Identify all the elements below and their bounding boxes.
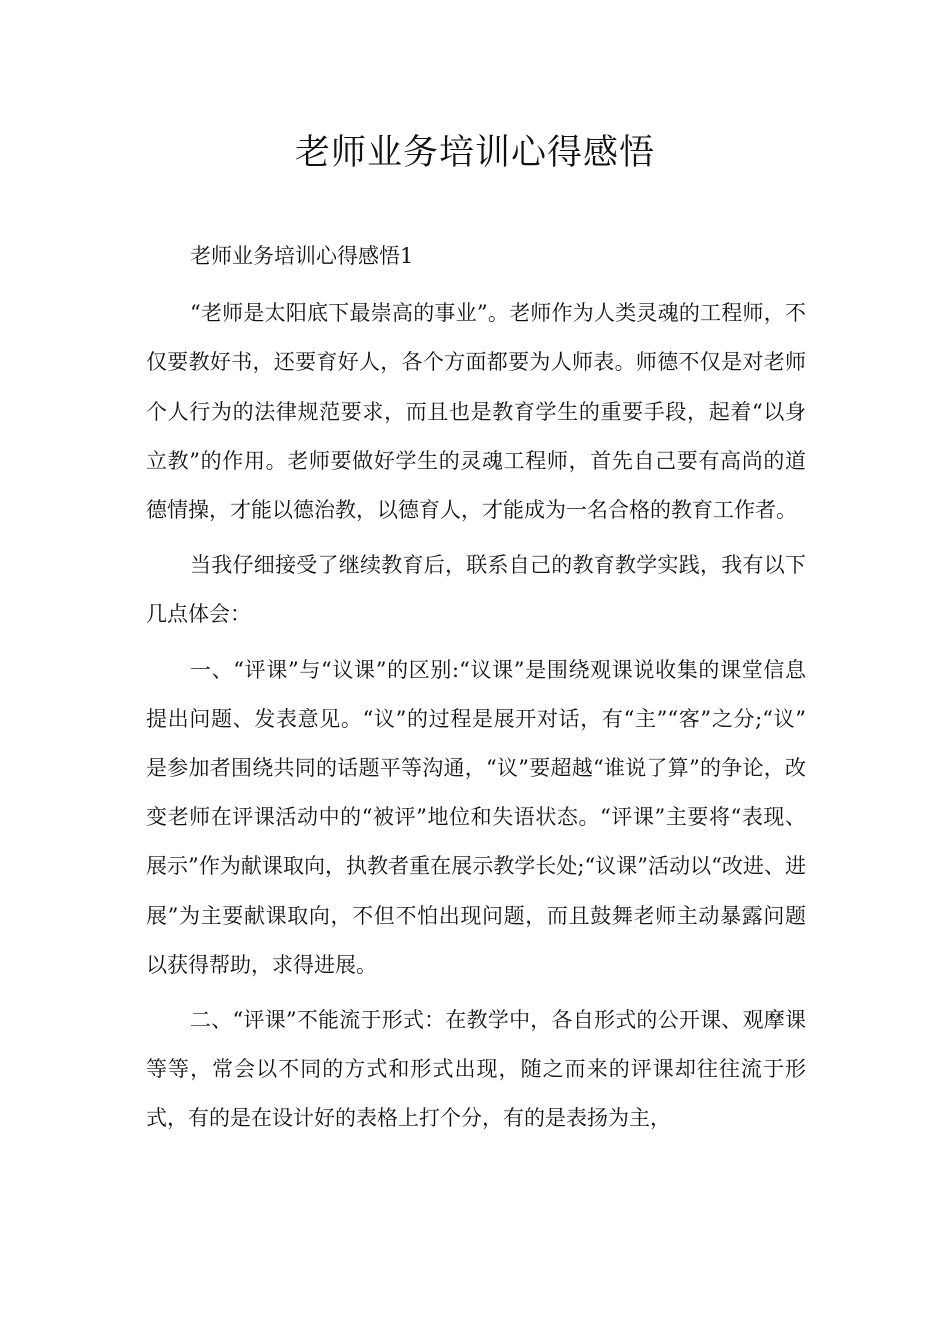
section-heading: 老师业务培训心得感悟1 [190,244,414,268]
paragraph: “老师是太阳底下最崇高的事业”。老师作为人类灵魂的工程师，不仅要教好书，还要育好人，各个方面都要为人师表。师德不仅是对老师个人行为的法律规范要求，而且也是教育学生的重要手段，起着“以身立教”的作用。老师要做好学生的灵魂工程师，首先自己要有高尚的道德情操，才能以德治教，以德育人，才能成为一名合格的教育工作者。 [146,301,806,523]
paragraph: 二、“评课”不能流于形式：在教学中，各自形式的公开课、观摩课等等，常会以不同的方式和形式出现，随之而来的评课却往往流于形式，有的是在设计好的表格上打个分，有的是表扬为主， [146,1008,806,1131]
paragraph: 一、“评课”与“议课”的区别:“议课”是围绕观课说收集的课堂信息提出问题、发表意见。“议”的过程是展开对话，有“主”“客”之分;“议” 是参加者围绕共同的话题平等沟通，“议”要超越“谁说了算”的争论，改变老师在评课活动中的“被评”地位和失语状态。“评课”主要将“表现、展示”作为献课取向，执教者重在展示教学长处;“议课”活动以“改进、进展”为主要献课取向，不但不怕出现问题，而且鼓舞老师主动暴露问题以获得帮助，求得进展。 [146,657,806,977]
document-body [146,232,806,1150]
document-title: 老师业务培训心得感悟 [294,133,655,173]
paragraph: 当我仔细接受了继续教育后，联系自己的教育教学实践，我有以下几点体会： [146,553,806,627]
